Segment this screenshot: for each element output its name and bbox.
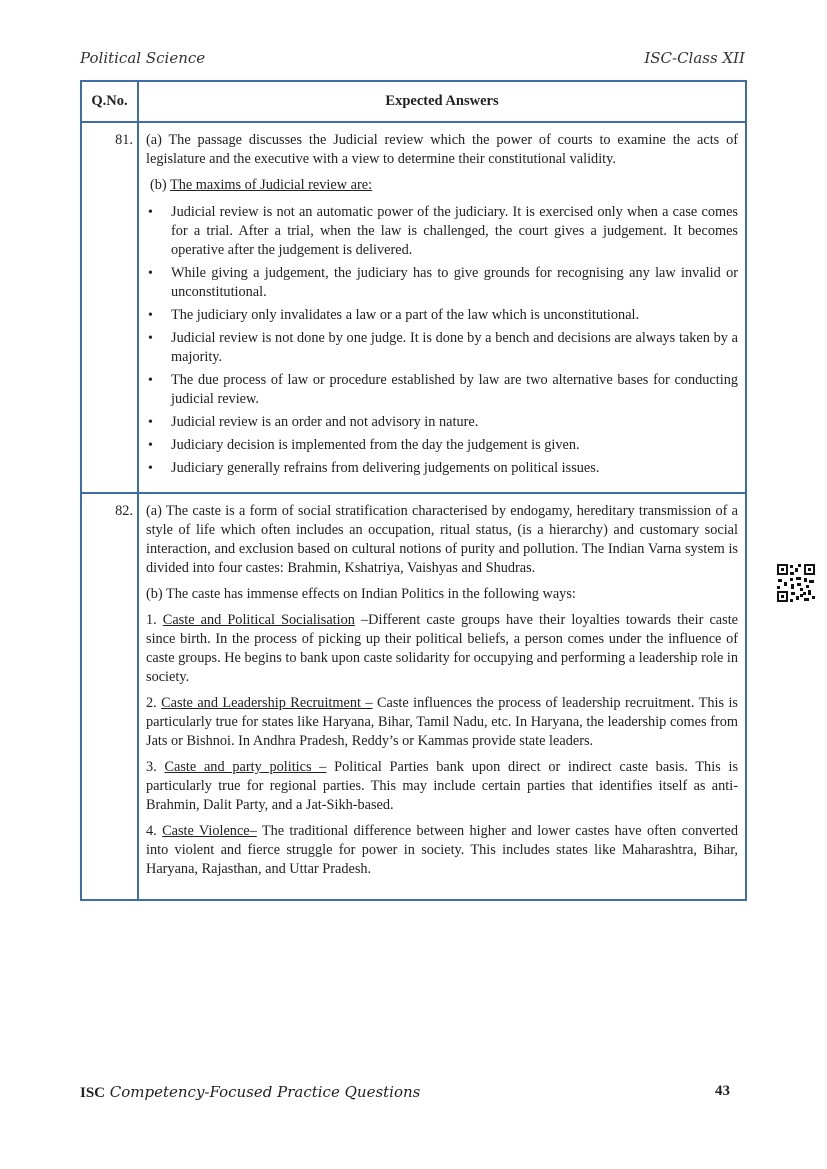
list-item: • The judiciary only invalidates a law or a part of the law which is unconstitutional.: [146, 306, 738, 325]
point-text: The traditional difference between higher and lower castes have often converted into violent and fierce struggle for power in society. This includes states like Maharashtra, Bihar, Haryana, Rajasthan, and Uttar Pradesh.: [146, 823, 739, 877]
point-prefix: 3.: [146, 759, 165, 775]
list-item: • The due process of law or procedure established by law are two alternative bases for conducting judicial review.: [146, 371, 738, 409]
table-header-row: [81, 81, 746, 122]
answer-part-b: [150, 176, 738, 195]
answer-cell: [138, 493, 746, 900]
header-class: ISC-Class XII: [644, 49, 745, 67]
qr-code-icon[interactable]: [776, 563, 816, 603]
point-4: [146, 822, 738, 879]
table-row-82: [81, 493, 746, 900]
page-number: 43: [715, 1083, 730, 1099]
point-3: [146, 758, 738, 815]
question-number: 81.: [81, 122, 138, 493]
answer-cell: [138, 122, 746, 493]
answer-part-b: (b) The caste has immense effects on Indian Politics in the following ways:: [146, 586, 576, 602]
qno-header: Q.No.: [81, 81, 138, 122]
maxims-list: [146, 203, 738, 478]
answers-header: Expected Answers: [138, 81, 746, 122]
point-2: [146, 694, 738, 751]
part-b-prefix: (b): [150, 177, 170, 193]
answers-table: [80, 80, 747, 901]
point-1: [146, 611, 738, 687]
point-text: Political Parties bank upon direct or indirect caste basis. This is particularly true for regional parties. This may include certain parties that identifies itself as anti-Brahmin, Dalit Party, and a Jat-Sikh-based.: [146, 759, 739, 813]
point-prefix: 2.: [146, 695, 162, 711]
point-title: Caste Violence–: [162, 823, 257, 839]
list-item: • Judiciary generally refrains from delivering judgements on political issues.: [146, 459, 738, 478]
list-item: • Judicial review is not an automatic power of the judiciary. It is exercised only when a case comes for a trial. After a trial, when the law is challenged, the court gives a judgement. It becomes operative after the judgement is delivered.: [146, 203, 738, 260]
point-title: Caste and party politics –: [164, 759, 327, 775]
header-subject: Political Science: [80, 49, 206, 67]
list-item: • Judicial review is not done by one judge. It is done by a bench and decisions are always taken by a majority.: [146, 329, 738, 367]
point-prefix: 1.: [146, 612, 163, 628]
footer-subtitle: Competency-Focused Practice Questions: [105, 1083, 421, 1101]
list-item: • Judicial review is an order and not advisory in nature.: [146, 413, 738, 432]
point-title: Caste and Political Socialisation: [162, 612, 355, 628]
point-text: Caste influences the process of leadership recruitment. This is particularly true for states like Haryana, Bihar, Tamil Nadu, etc. In Haryana, the leadership comes from Jats or Bishnoi. In Andhra Pradesh, Reddy’s or Kammas provide state leaders.: [146, 695, 738, 749]
list-item: • Judiciary decision is implemented from the day the judgement is given.: [146, 436, 738, 455]
point-prefix: 4.: [146, 823, 163, 839]
footer-brand: ISC: [80, 1085, 106, 1101]
footer-title: [80, 1083, 420, 1102]
list-item: • While giving a judgement, the judiciary has to give grounds for recognising any law invalid or unconstitutional.: [146, 264, 738, 302]
part-b-heading: The maxims of Judicial review are:: [170, 177, 373, 193]
table-row-81: [81, 122, 746, 493]
answer-part-a: (a) The passage discusses the Judicial review which the power of courts to examine the acts of legislature and the executive with a view to determine their constitutional validity.: [146, 132, 738, 167]
point-text: –Different caste groups have their loyalties towards their caste since birth. In the process of picking up their political beliefs, a person comes under the influence of caste groups. He begins to bank upon caste solidarity for occupying and performing a leadership role in society.: [146, 612, 739, 685]
question-number: 82.: [81, 493, 138, 900]
point-title: Caste and Leadership Recruitment –: [161, 695, 373, 711]
answer-part-a: (a) The caste is a form of social stratification characterised by endogamy, hereditary transmission of a style of life which often includes an occupation, ritual status, (is a hierarchy) and customary social interaction, and exclusion based on cultural notions of purity and pollution. The Indian Varna system is divided into four castes: Brahmin, Kshatriya, Vaishyas and Shudras.: [146, 503, 738, 576]
